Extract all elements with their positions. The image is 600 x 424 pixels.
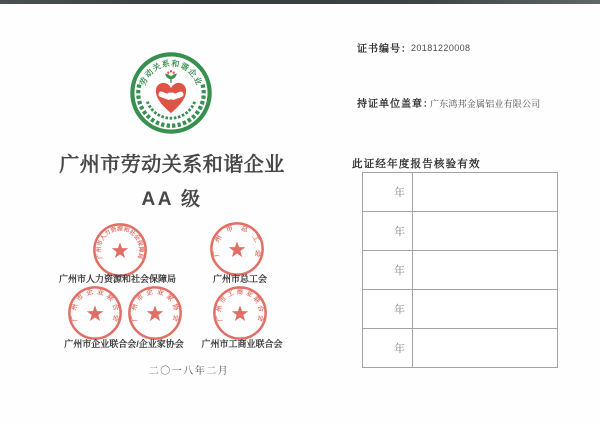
table-row — [363, 211, 557, 250]
seal-label-union: 广州市总工会 — [212, 274, 267, 284]
seal-ring-text: 广州市企业家协会 — [130, 288, 180, 323]
table-row — [363, 289, 557, 328]
star-icon — [147, 305, 164, 321]
year-cell: 年 — [363, 173, 413, 211]
verification-blank-cell — [413, 329, 557, 367]
table-row — [363, 328, 557, 367]
certificate-title: 广州市劳动关系和谐企业 — [59, 154, 285, 176]
annual-verification-table — [362, 172, 558, 368]
official-seal-enterprise-federation — [66, 284, 124, 342]
seal-ring-text: 广州市人力资源和社会保障局 — [96, 226, 144, 260]
issue-date: 二〇一八年二月 — [148, 366, 230, 377]
verification-blank-cell — [413, 212, 557, 250]
emblem-ring-text: 劳动关系和谐企业 — [138, 58, 204, 87]
certificate-grade: AA 级 — [141, 189, 203, 210]
validity-heading: 此证经年度报告核验有效 — [352, 158, 481, 170]
seal-ring-text: 广州市工商业联合会 — [215, 288, 265, 323]
seal-ring-text: 广州市企业联合会 — [70, 288, 120, 323]
table-row — [363, 250, 557, 289]
harmony-emblem-icon — [129, 51, 213, 135]
star-icon — [112, 242, 129, 258]
verification-blank-cell — [413, 173, 557, 211]
year-cell: 年 — [363, 329, 413, 367]
year-cell: 年 — [363, 251, 413, 289]
official-seal-union — [208, 220, 266, 278]
holder-stamp-label: 持证单位盖章： — [357, 99, 434, 110]
holder-company-name: 广东鸿邦金属铝业有限公司 — [430, 99, 541, 109]
year-cell: 年 — [363, 212, 413, 250]
cert-number-label: 证书编号： — [357, 44, 412, 55]
verification-blank-cell — [413, 290, 557, 328]
year-cell: 年 — [363, 290, 413, 328]
seal-ring-text: 广州市总工会 — [212, 224, 262, 258]
star-icon — [229, 241, 246, 257]
verification-blank-cell — [413, 251, 557, 289]
table-row — [363, 173, 557, 211]
cert-number-value: 20181220008 — [411, 43, 471, 53]
scan-edge — [0, 0, 600, 4]
official-seal-entrepreneurs-association — [126, 284, 184, 342]
sprout-icon — [165, 70, 177, 83]
official-seal-industry-commerce — [211, 284, 269, 342]
star-icon — [232, 305, 249, 321]
seal-label-industry-commerce: 广州市工商业联合会 — [201, 339, 283, 349]
official-seal-hrss — [91, 221, 149, 279]
star-icon — [87, 305, 104, 321]
seal-label-enterprise: 广州市企业联合会/企业家协会 — [64, 339, 184, 349]
seal-label-hrss: 广州市人力资源和社会保障局 — [58, 274, 176, 284]
